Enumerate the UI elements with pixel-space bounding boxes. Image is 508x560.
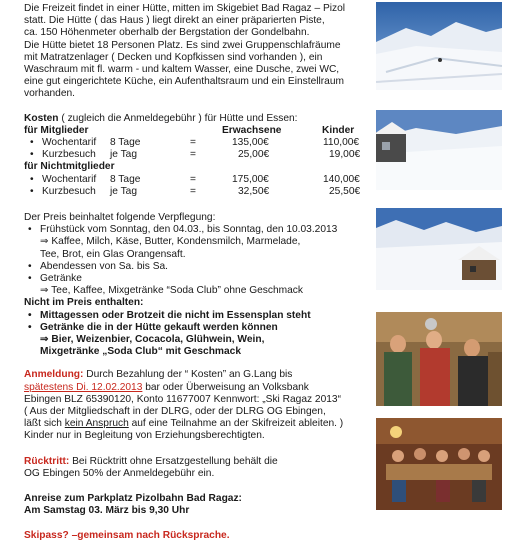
text-line: Die Hütte bietet 18 Personen Platz. Es sind zwei Gruppenschlafräume — [24, 39, 341, 51]
members-header-row — [24, 125, 370, 137]
lunch-item: • Mittagessen oder Brotzeit die nicht im Essensplan steht — [24, 310, 370, 322]
bullet: • — [30, 185, 34, 197]
dinner-item: • Abendessen von Sa. bis Sa. — [24, 261, 370, 273]
text-line: eine gut eingerichtete Küche, ein Aufenthaltsraum und ein Einstellraum — [24, 76, 344, 88]
mountain-hut-photo — [376, 208, 502, 290]
members-label: für Mitglieder — [24, 124, 89, 136]
bullet: • — [30, 149, 34, 161]
text-line: vorhanden. — [24, 88, 75, 100]
text-line: Kinder nur in Begleitung von Erziehungsberechtigten. — [24, 430, 265, 442]
registration-label: Anmeldung: — [24, 369, 84, 381]
drinks-detail: ⇒ Tee, Kaffee, Mixgetränke “Soda Club” ohne Geschmack — [40, 285, 303, 297]
registration-text: bar oder Überweisung an Volksbank — [142, 381, 309, 393]
catering-section — [24, 212, 370, 358]
price-row — [24, 137, 370, 149]
price-eq: = — [190, 173, 196, 185]
registration-text: auf eine Teilnahme an der Skifreizeit ableiten. ) — [128, 418, 344, 430]
text-line: Waschraum mit fl. warm - und kaltem Wasser, eine Dusche, zwei WC, — [24, 64, 340, 76]
costs-section — [24, 113, 370, 198]
price-row — [24, 149, 370, 161]
drinks-item: • Getränke — [24, 273, 370, 285]
price-adult: 135,00€ — [232, 137, 269, 149]
price-child: 19,00€ — [329, 149, 361, 161]
text-line: Ebingen BLZ 65390120, Konto 11677007 Kennwort: „Ski Ragaz 2013“ — [24, 393, 341, 405]
skipass-note: Skipass? –gemeinsam nach Rücksprache. — [24, 530, 230, 542]
text-line: OG Ebingen 50% der Anmeldegebühr ein. — [24, 467, 215, 479]
price-name: Kurzbesuch — [42, 149, 96, 161]
intro-paragraph-2 — [24, 40, 370, 101]
price-adult: 175,00€ — [232, 173, 269, 185]
text-line — [24, 418, 370, 430]
price-unit: 8 Tage — [110, 137, 141, 149]
text-line — [24, 382, 370, 394]
nonmembers-header-row — [24, 161, 370, 173]
price-name: Wochentarif — [42, 137, 97, 149]
bullet: • — [30, 173, 34, 185]
price-adult: 32,50€ — [238, 185, 270, 197]
bullet: • — [30, 137, 34, 149]
text-line: ca. 150 Höhenmeter oberhalb der Bergstation der Gondelbahn. — [24, 27, 310, 39]
cancellation-label: Rücktritt: — [24, 455, 70, 467]
price-eq: = — [190, 149, 196, 161]
price-name: Wochentarif — [42, 173, 97, 185]
costs-heading-rest: ( zugleich die Anmeldegebühr ) für Hütte und Essen: — [58, 112, 298, 124]
not-included-heading: Nicht im Preis enthalten: — [24, 297, 144, 309]
registration-text: Durch Bezahlung der “ Kosten” an G.Lang bis — [83, 369, 293, 381]
extra-drinks-item: • Getränke die in der Hütte gekauft werden können — [24, 322, 370, 334]
price-row — [24, 174, 370, 186]
extra-drinks-detail: ⇒ Bier, Weizenbier, Cocacola, Glühwein, Wein, — [40, 333, 265, 345]
registration-section — [24, 369, 370, 442]
price-eq: = — [190, 137, 196, 149]
arrival-line: Anreise zum Parkplatz Pizolbahn Bad Ragaz: — [24, 493, 242, 505]
cancellation-text: Bei Rücktritt ohne Ersatzgestellung behält die — [69, 455, 278, 467]
registration-text: läßt sich — [24, 418, 65, 430]
text-line: statt. Die Hütte ( das Haus ) liegt direkt an einer präparierten Piste, — [24, 15, 325, 27]
no-claim-text: kein Anspruch — [64, 418, 129, 430]
text-line: ( Aus der Mitgliedschaft in der DLRG, oder der DLRG OG Ebingen, — [24, 406, 326, 417]
breakfast-detail: ⇒ Kaffee, Milch, Käse, Butter, Kondensmilch, Marmelade, — [40, 236, 301, 248]
price-unit: je Tag — [110, 149, 137, 161]
arrival-section — [24, 493, 370, 517]
col-children-header: Kinder — [322, 124, 355, 136]
registration-deadline: spätestens Di. 12.02.2013 — [24, 381, 143, 393]
price-child: 25,50€ — [329, 185, 361, 197]
group-people-photo — [376, 312, 502, 406]
catering-intro: Der Preis beinhaltet folgende Verpflegung: — [24, 211, 216, 223]
snowy-hut-photo — [376, 110, 502, 190]
price-row — [24, 186, 370, 198]
costs-heading — [24, 113, 370, 125]
price-child: 110,00€ — [323, 137, 360, 149]
costs-heading-bold: Kosten — [24, 112, 59, 124]
text-line: mit Matratzenlager ( Decken und Kopfkissen sind vorhanden ), ein — [24, 51, 323, 63]
price-child: 140,00€ — [323, 173, 360, 185]
text-line: Die Freizeit findet in einer Hütte, mitten im Skigebiet Bad Ragaz – Pizol — [24, 3, 346, 14]
arrival-line: Am Samstag 03. März bis 9,30 Uhr — [24, 505, 190, 517]
price-adult: 25,00€ — [238, 149, 270, 161]
ski-slope-photo — [376, 2, 502, 90]
breakfast-detail: Tee, Brot, ein Glas Orangensaft. — [40, 248, 186, 260]
intro-paragraph-1 — [24, 3, 370, 40]
price-unit: je Tag — [110, 185, 137, 197]
nonmembers-label: für Nichtmitglieder — [24, 161, 115, 173]
hut-interior-photo — [376, 418, 502, 510]
cancellation-section — [24, 456, 370, 480]
col-adults-header: Erwachsene — [222, 124, 282, 136]
extra-drinks-detail: Mixgetränke „Soda Club“ mit Geschmack — [40, 346, 241, 358]
price-unit: 8 Tage — [110, 173, 141, 185]
breakfast-item: • Frühstück vom Sonntag, den 04.03., bis Sonntag, den 10.03.2013 — [24, 224, 370, 236]
price-name: Kurzbesuch — [42, 185, 96, 197]
text-line — [24, 456, 370, 468]
main-text-column — [24, 0, 370, 543]
text-line — [24, 369, 370, 381]
price-eq: = — [190, 185, 196, 197]
